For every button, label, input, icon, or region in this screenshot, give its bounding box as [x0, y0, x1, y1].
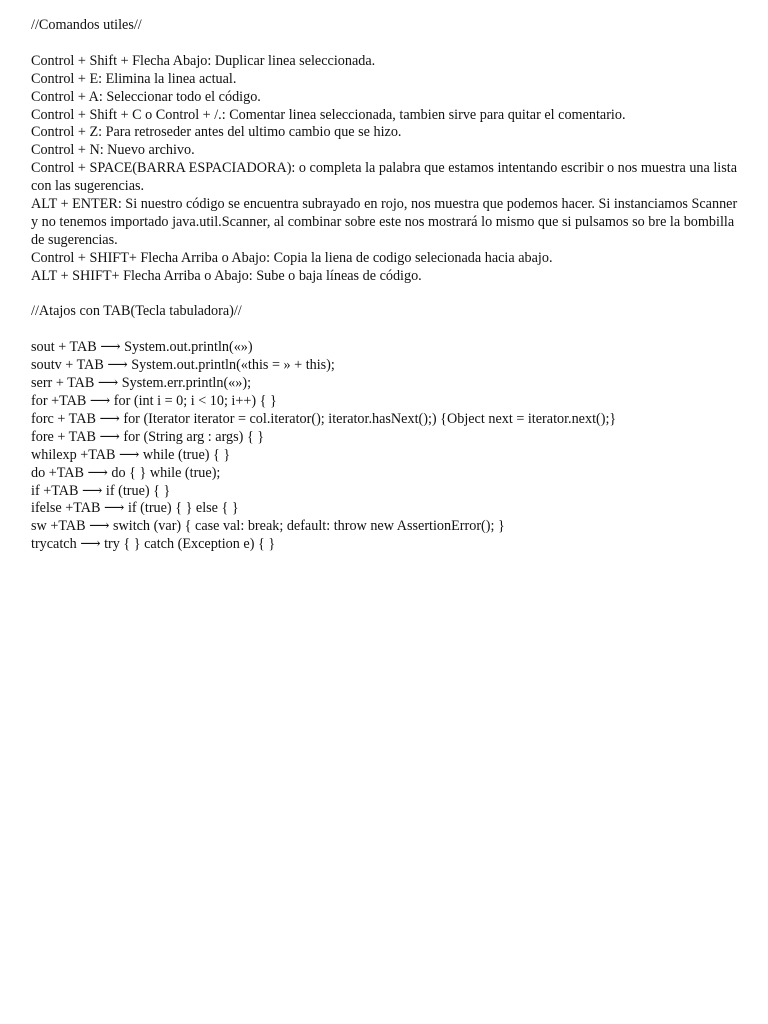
tab-shortcut-line: sout + TAB ⟶ System.out.println(«»): [31, 339, 253, 356]
tab-shortcut-line: trycatch ⟶ try { } catch (Exception e) { }: [31, 536, 276, 553]
tab-shortcut-line: sw +TAB ⟶ switch (var) { case val: break; default: throw new AssertionError(); }: [31, 518, 505, 535]
document-page: [31, 17, 743, 554]
command-line: ALT + SHIFT+ Flecha Arriba o Abajo: Sube o baja líneas de código.: [31, 267, 422, 284]
command-line: Control + SPACE(BARRA ESPACIADORA): o completa la palabra que estamos intentando escribir o nos muestra una lista con las sugerencias.: [31, 160, 741, 195]
spacer: [31, 321, 743, 339]
command-line: ALT + ENTER: Si nuestro código se encuentra subrayado en rojo, nos muestra que podemos hacer. Si instanciamos Scanner y no tenemos importado java.util.Scanner, al combinar sobre este nos mostrará lo mismo que si pulsamos so bre la bombilla de sugerencias.: [31, 196, 741, 248]
tab-shortcut-line: serr + TAB ⟶ System.err.println(«»);: [31, 375, 252, 392]
tab-shortcut-line: do +TAB ⟶ do { } while (true);: [31, 464, 221, 481]
command-line: Control + Shift + C o Control + /.: Comentar linea seleccionada, tambien sirve para quitar el comentario.: [31, 106, 626, 123]
tab-shortcuts-heading: //Atajos con TAB(Tecla tabuladora)//: [31, 303, 242, 320]
spacer: [31, 35, 743, 53]
commands-list: [31, 53, 743, 286]
tab-shortcut-line: if +TAB ⟶ if (true) { }: [31, 482, 171, 499]
spacer: [31, 286, 743, 304]
tab-shortcut-line: forc + TAB ⟶ for (Iterator iterator = col.iterator(); iterator.hasNext();) {Object next = iterator.next();}: [31, 410, 617, 427]
command-line: Control + A: Seleccionar todo el código.: [31, 88, 261, 105]
command-line: Control + Shift + Flecha Abajo: Duplicar linea seleccionada.: [31, 52, 376, 69]
command-line: Control + E: Elimina la linea actual.: [31, 70, 237, 87]
tab-shortcuts-list: [31, 339, 743, 554]
tab-shortcut-line: ifelse +TAB ⟶ if (true) { } else { }: [31, 500, 239, 517]
tab-shortcut-line: whilexp +TAB ⟶ while (true) { }: [31, 446, 231, 463]
commands-heading: //Comandos utiles//: [31, 17, 142, 33]
tab-shortcut-line: for +TAB ⟶ for (int i = 0; i < 10; i++) { }: [31, 392, 277, 409]
command-line: Control + SHIFT+ Flecha Arriba o Abajo: Copia la liena de codigo selecionada hacia abajo.: [31, 249, 553, 266]
command-line: Control + N: Nuevo archivo.: [31, 142, 195, 159]
tab-shortcut-line: fore + TAB ⟶ for (String arg : args) { }: [31, 428, 265, 445]
command-line: Control + Z: Para retroseder antes del ultimo cambio que se hizo.: [31, 124, 402, 141]
tab-shortcut-line: soutv + TAB ⟶ System.out.println(«this = » + this);: [31, 357, 335, 374]
